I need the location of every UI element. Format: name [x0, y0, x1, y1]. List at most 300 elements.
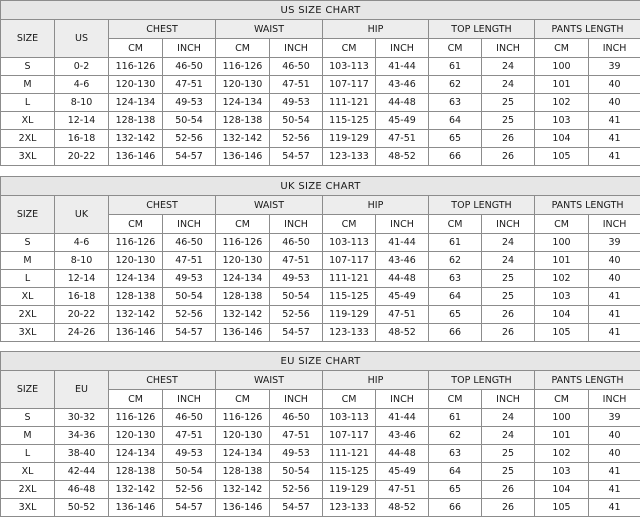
table-cell: 54-57 [270, 499, 323, 517]
table-cell: 52-56 [163, 130, 216, 148]
table-cell: 50-54 [163, 112, 216, 130]
table-cell: 132-142 [109, 481, 163, 499]
table-cell: 39 [589, 409, 640, 427]
table-cell: 66 [429, 499, 482, 517]
inch-unit-header: INCH [589, 390, 640, 409]
size-label-cell: L [1, 94, 55, 112]
table-cell: 52-56 [163, 306, 216, 324]
table-row [1, 427, 640, 445]
size-label-cell: 3XL [1, 148, 55, 166]
table-cell: 128-138 [216, 112, 270, 130]
table-cell: 101 [535, 252, 589, 270]
table-cell: 115-125 [323, 288, 376, 306]
inch-unit-header: INCH [163, 390, 216, 409]
table-cell: 136-146 [109, 499, 163, 517]
table-cell: 50-54 [270, 463, 323, 481]
cm-unit-header: CM [323, 390, 376, 409]
inch-unit-header: INCH [270, 215, 323, 234]
table-cell: 20-22 [55, 306, 109, 324]
table-cell: 132-142 [216, 481, 270, 499]
cm-unit-header: CM [535, 39, 589, 58]
table-cell: 103 [535, 463, 589, 481]
table-cell: 41 [589, 324, 640, 342]
table-cell: 49-53 [163, 270, 216, 288]
table-cell: 102 [535, 270, 589, 288]
table-cell: 46-50 [163, 234, 216, 252]
cm-unit-header: CM [216, 390, 270, 409]
table-cell: 66 [429, 324, 482, 342]
table-cell: 43-46 [376, 76, 429, 94]
table-cell: 41 [589, 130, 640, 148]
table-cell: 25 [482, 270, 535, 288]
table-cell: 49-53 [270, 445, 323, 463]
table-cell: 41-44 [376, 234, 429, 252]
cm-unit-header: CM [216, 215, 270, 234]
table-cell: 45-49 [376, 288, 429, 306]
table-cell: 107-117 [323, 252, 376, 270]
table-cell: 47-51 [270, 252, 323, 270]
table-cell: 132-142 [109, 130, 163, 148]
measurement-group-header: CHEST [109, 196, 216, 215]
table-cell: 4-6 [55, 76, 109, 94]
table-cell: 119-129 [323, 306, 376, 324]
table-cell: 24 [482, 409, 535, 427]
table-cell: 26 [482, 306, 535, 324]
table-row [1, 306, 640, 324]
cm-unit-header: CM [429, 215, 482, 234]
table-row [1, 463, 640, 481]
table-cell: 26 [482, 481, 535, 499]
table-cell: 104 [535, 306, 589, 324]
table-cell: 41 [589, 112, 640, 130]
table-cell: 41 [589, 288, 640, 306]
size-label-cell: 2XL [1, 130, 55, 148]
table-cell: 103 [535, 112, 589, 130]
table-cell: 47-51 [270, 427, 323, 445]
table-cell: 41-44 [376, 58, 429, 76]
table-cell: 116-126 [216, 58, 270, 76]
table-cell: 128-138 [216, 463, 270, 481]
inch-unit-header: INCH [482, 215, 535, 234]
table-cell: 24 [482, 58, 535, 76]
table-cell: 115-125 [323, 463, 376, 481]
table-row [1, 445, 640, 463]
table-row [1, 94, 640, 112]
table-cell: 47-51 [163, 252, 216, 270]
table-cell: 39 [589, 58, 640, 76]
cm-unit-header: CM [535, 215, 589, 234]
measurement-group-header: WAIST [216, 20, 323, 39]
table-row [1, 499, 640, 517]
table-cell: 24 [482, 252, 535, 270]
table-cell: 54-57 [270, 148, 323, 166]
table-cell: 44-48 [376, 270, 429, 288]
table-cell: 8-10 [55, 94, 109, 112]
table-cell: 50-54 [270, 112, 323, 130]
size-label-cell: M [1, 76, 55, 94]
table-cell: 41 [589, 148, 640, 166]
table-cell: 8-10 [55, 252, 109, 270]
table-cell: 65 [429, 481, 482, 499]
table-cell: 24 [482, 427, 535, 445]
inch-unit-header: INCH [482, 39, 535, 58]
size-label-cell: 3XL [1, 324, 55, 342]
table-cell: 103 [535, 288, 589, 306]
table-cell: 25 [482, 463, 535, 481]
table-cell: 111-121 [323, 445, 376, 463]
table-cell: 102 [535, 445, 589, 463]
chart-title: EU SIZE CHART [1, 352, 640, 371]
table-cell: 25 [482, 94, 535, 112]
size-table [0, 176, 640, 342]
table-cell: 62 [429, 427, 482, 445]
table-cell: 20-22 [55, 148, 109, 166]
table-cell: 102 [535, 94, 589, 112]
size-label-cell: M [1, 252, 55, 270]
table-cell: 128-138 [109, 288, 163, 306]
table-cell: 24-26 [55, 324, 109, 342]
table-cell: 26 [482, 324, 535, 342]
size-label-cell: M [1, 427, 55, 445]
table-cell: 4-6 [55, 234, 109, 252]
table-cell: 123-133 [323, 148, 376, 166]
table-cell: 48-52 [376, 148, 429, 166]
measurement-group-header: CHEST [109, 371, 216, 390]
table-cell: 120-130 [109, 427, 163, 445]
measurement-group-header: WAIST [216, 196, 323, 215]
size-label-cell: 2XL [1, 306, 55, 324]
table-cell: 124-134 [109, 270, 163, 288]
chart-title-row [1, 177, 640, 196]
table-cell: 136-146 [216, 499, 270, 517]
table-cell: 119-129 [323, 481, 376, 499]
table-cell: 120-130 [216, 252, 270, 270]
table-cell: 132-142 [216, 306, 270, 324]
header-row-groups [1, 196, 640, 215]
table-cell: 101 [535, 76, 589, 94]
table-row [1, 270, 640, 288]
cm-unit-header: CM [109, 390, 163, 409]
table-cell: 46-50 [270, 234, 323, 252]
cm-unit-header: CM [429, 390, 482, 409]
table-cell: 107-117 [323, 427, 376, 445]
table-cell: 47-51 [163, 427, 216, 445]
inch-unit-header: INCH [376, 39, 429, 58]
table-cell: 136-146 [109, 148, 163, 166]
chart-title: UK SIZE CHART [1, 177, 640, 196]
table-cell: 43-46 [376, 252, 429, 270]
table-cell: 40 [589, 76, 640, 94]
table-cell: 64 [429, 463, 482, 481]
table-cell: 61 [429, 409, 482, 427]
table-cell: 39 [589, 234, 640, 252]
table-cell: 26 [482, 130, 535, 148]
chart-title: US SIZE CHART [1, 1, 640, 20]
table-cell: 111-121 [323, 270, 376, 288]
table-row [1, 409, 640, 427]
table-cell: 38-40 [55, 445, 109, 463]
size-label-cell: XL [1, 288, 55, 306]
table-cell: 50-54 [270, 288, 323, 306]
table-cell: 103-113 [323, 409, 376, 427]
table-cell: 30-32 [55, 409, 109, 427]
table-cell: 12-14 [55, 270, 109, 288]
table-cell: 41 [589, 499, 640, 517]
size-label-cell: S [1, 409, 55, 427]
table-cell: 41 [589, 481, 640, 499]
table-cell: 104 [535, 481, 589, 499]
chart-title-row [1, 352, 640, 371]
measurement-group-header: TOP LENGTH [429, 196, 535, 215]
size-label-cell: 3XL [1, 499, 55, 517]
cm-unit-header: CM [109, 215, 163, 234]
table-cell: 49-53 [270, 94, 323, 112]
table-cell: 49-53 [270, 270, 323, 288]
table-cell: 47-51 [376, 481, 429, 499]
size-column-header: SIZE [1, 20, 55, 58]
size-table [0, 0, 640, 166]
cm-unit-header: CM [109, 39, 163, 58]
table-cell: 25 [482, 288, 535, 306]
table-cell: 26 [482, 148, 535, 166]
inch-unit-header: INCH [589, 39, 640, 58]
size-column-header: SIZE [1, 371, 55, 409]
table-cell: 124-134 [109, 445, 163, 463]
table-cell: 54-57 [270, 324, 323, 342]
table-row [1, 76, 640, 94]
table-cell: 16-18 [55, 130, 109, 148]
cm-unit-header: CM [323, 39, 376, 58]
size-label-cell: L [1, 445, 55, 463]
inch-unit-header: INCH [376, 390, 429, 409]
table-cell: 120-130 [109, 252, 163, 270]
table-cell: 41-44 [376, 409, 429, 427]
table-cell: 115-125 [323, 112, 376, 130]
table-cell: 48-52 [376, 324, 429, 342]
table-cell: 25 [482, 445, 535, 463]
table-cell: 120-130 [216, 427, 270, 445]
size-label-cell: S [1, 58, 55, 76]
table-cell: 61 [429, 58, 482, 76]
size-label-cell: 2XL [1, 481, 55, 499]
table-cell: 46-50 [163, 409, 216, 427]
table-row [1, 112, 640, 130]
table-cell: 46-50 [163, 58, 216, 76]
table-cell: 116-126 [109, 58, 163, 76]
table-cell: 48-52 [376, 499, 429, 517]
table-cell: 124-134 [216, 94, 270, 112]
size-chart-us [0, 0, 640, 166]
inch-unit-header: INCH [482, 390, 535, 409]
table-cell: 65 [429, 130, 482, 148]
table-cell: 105 [535, 324, 589, 342]
table-cell: 116-126 [216, 409, 270, 427]
inch-unit-header: INCH [163, 215, 216, 234]
table-cell: 12-14 [55, 112, 109, 130]
table-cell: 40 [589, 445, 640, 463]
table-cell: 26 [482, 499, 535, 517]
table-cell: 116-126 [109, 234, 163, 252]
measurement-group-header: HIP [323, 371, 429, 390]
inch-unit-header: INCH [589, 215, 640, 234]
table-cell: 100 [535, 58, 589, 76]
inch-unit-header: INCH [163, 39, 216, 58]
table-cell: 100 [535, 409, 589, 427]
table-cell: 45-49 [376, 463, 429, 481]
table-cell: 124-134 [216, 445, 270, 463]
size-chart-eu [0, 351, 640, 517]
size-label-cell: XL [1, 112, 55, 130]
table-cell: 63 [429, 270, 482, 288]
cm-unit-header: CM [429, 39, 482, 58]
cm-unit-header: CM [323, 215, 376, 234]
table-cell: 40 [589, 252, 640, 270]
table-row [1, 234, 640, 252]
table-row [1, 324, 640, 342]
measurement-group-header: HIP [323, 20, 429, 39]
table-cell: 107-117 [323, 76, 376, 94]
measurement-group-header: TOP LENGTH [429, 20, 535, 39]
table-cell: 63 [429, 94, 482, 112]
table-cell: 136-146 [109, 324, 163, 342]
measurement-group-header: WAIST [216, 371, 323, 390]
table-cell: 47-51 [376, 306, 429, 324]
table-cell: 52-56 [163, 481, 216, 499]
measurement-group-header: PANTS LENGTH [535, 20, 640, 39]
table-cell: 49-53 [163, 445, 216, 463]
table-cell: 54-57 [163, 148, 216, 166]
table-cell: 0-2 [55, 58, 109, 76]
table-cell: 120-130 [216, 76, 270, 94]
table-cell: 50-52 [55, 499, 109, 517]
table-cell: 63 [429, 445, 482, 463]
table-cell: 62 [429, 252, 482, 270]
table-cell: 24 [482, 76, 535, 94]
table-cell: 116-126 [216, 234, 270, 252]
table-cell: 64 [429, 112, 482, 130]
size-table [0, 351, 640, 517]
region-column-header: US [55, 20, 109, 58]
table-cell: 47-51 [376, 130, 429, 148]
table-cell: 46-50 [270, 58, 323, 76]
table-cell: 54-57 [163, 499, 216, 517]
table-cell: 46-48 [55, 481, 109, 499]
table-cell: 34-36 [55, 427, 109, 445]
table-cell: 123-133 [323, 499, 376, 517]
inch-unit-header: INCH [376, 215, 429, 234]
table-cell: 136-146 [216, 148, 270, 166]
table-cell: 132-142 [109, 306, 163, 324]
inch-unit-header: INCH [270, 39, 323, 58]
table-cell: 105 [535, 499, 589, 517]
measurement-group-header: PANTS LENGTH [535, 196, 640, 215]
table-cell: 104 [535, 130, 589, 148]
table-row [1, 288, 640, 306]
region-column-header: EU [55, 371, 109, 409]
table-cell: 128-138 [109, 463, 163, 481]
table-cell: 103-113 [323, 234, 376, 252]
table-cell: 44-48 [376, 94, 429, 112]
measurement-group-header: PANTS LENGTH [535, 371, 640, 390]
table-row [1, 252, 640, 270]
table-cell: 41 [589, 463, 640, 481]
table-cell: 40 [589, 427, 640, 445]
table-cell: 50-54 [163, 463, 216, 481]
table-cell: 49-53 [163, 94, 216, 112]
table-cell: 45-49 [376, 112, 429, 130]
table-cell: 47-51 [270, 76, 323, 94]
table-cell: 124-134 [109, 94, 163, 112]
table-cell: 120-130 [109, 76, 163, 94]
table-cell: 44-48 [376, 445, 429, 463]
table-cell: 111-121 [323, 94, 376, 112]
size-label-cell: S [1, 234, 55, 252]
table-cell: 100 [535, 234, 589, 252]
table-cell: 52-56 [270, 130, 323, 148]
table-cell: 43-46 [376, 427, 429, 445]
table-cell: 62 [429, 76, 482, 94]
table-cell: 54-57 [163, 324, 216, 342]
table-cell: 65 [429, 306, 482, 324]
table-row [1, 481, 640, 499]
table-cell: 46-50 [270, 409, 323, 427]
table-cell: 123-133 [323, 324, 376, 342]
table-cell: 24 [482, 234, 535, 252]
header-row-groups [1, 371, 640, 390]
table-cell: 64 [429, 288, 482, 306]
size-label-cell: XL [1, 463, 55, 481]
cm-unit-header: CM [216, 39, 270, 58]
table-cell: 16-18 [55, 288, 109, 306]
table-cell: 25 [482, 112, 535, 130]
table-cell: 40 [589, 94, 640, 112]
table-cell: 42-44 [55, 463, 109, 481]
table-cell: 61 [429, 234, 482, 252]
table-cell: 50-54 [163, 288, 216, 306]
chart-title-row [1, 1, 640, 20]
table-cell: 52-56 [270, 481, 323, 499]
table-cell: 128-138 [109, 112, 163, 130]
measurement-group-header: TOP LENGTH [429, 371, 535, 390]
table-cell: 101 [535, 427, 589, 445]
region-column-header: UK [55, 196, 109, 234]
table-cell: 132-142 [216, 130, 270, 148]
table-cell: 128-138 [216, 288, 270, 306]
table-cell: 124-134 [216, 270, 270, 288]
table-cell: 103-113 [323, 58, 376, 76]
inch-unit-header: INCH [270, 390, 323, 409]
table-cell: 105 [535, 148, 589, 166]
table-cell: 116-126 [109, 409, 163, 427]
size-chart-uk [0, 176, 640, 342]
table-cell: 119-129 [323, 130, 376, 148]
table-row [1, 130, 640, 148]
measurement-group-header: CHEST [109, 20, 216, 39]
table-row [1, 58, 640, 76]
table-cell: 52-56 [270, 306, 323, 324]
table-cell: 136-146 [216, 324, 270, 342]
size-column-header: SIZE [1, 196, 55, 234]
header-row-groups [1, 20, 640, 39]
table-row [1, 148, 640, 166]
size-label-cell: L [1, 270, 55, 288]
table-cell: 40 [589, 270, 640, 288]
table-cell: 41 [589, 306, 640, 324]
table-cell: 66 [429, 148, 482, 166]
cm-unit-header: CM [535, 390, 589, 409]
measurement-group-header: HIP [323, 196, 429, 215]
table-cell: 47-51 [163, 76, 216, 94]
